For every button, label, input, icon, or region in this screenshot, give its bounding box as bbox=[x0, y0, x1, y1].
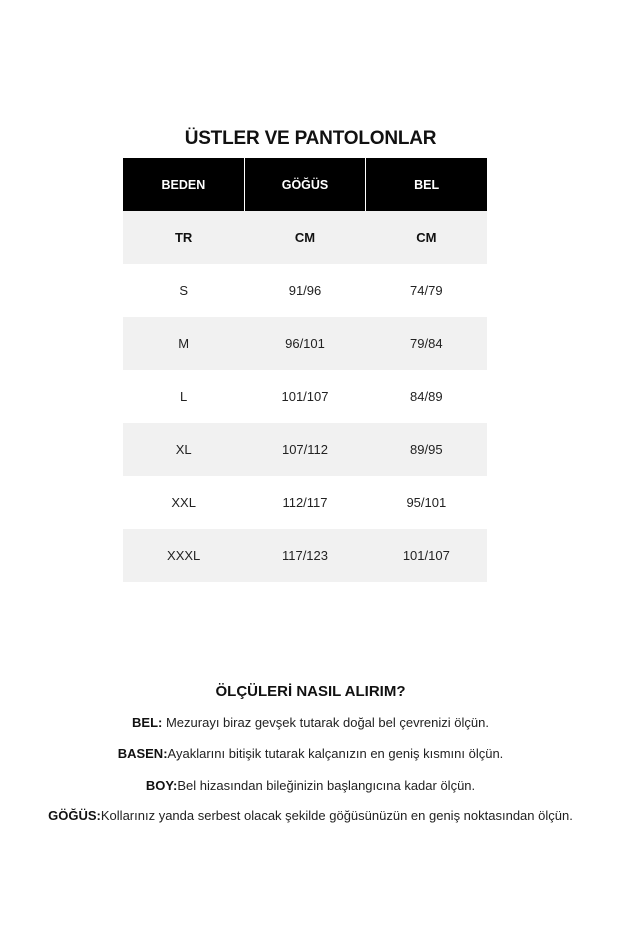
chest-cell: 96/101 bbox=[244, 317, 365, 370]
instruction-text: Kollarınız yanda serbest olacak şekilde göğüsünüzün en geniş noktasından ölçün. bbox=[100, 808, 573, 823]
table-row bbox=[123, 370, 487, 423]
waist-cell: 101/107 bbox=[366, 529, 487, 582]
page-title: ÜSTLER VE PANTOLONLAR bbox=[184, 128, 437, 149]
waist-cell: 84/89 bbox=[410, 389, 443, 404]
instruction-basen bbox=[0, 746, 621, 761]
instruction-boy bbox=[0, 778, 621, 793]
size-cell: XXXL bbox=[123, 529, 244, 582]
instruction-text: Ayaklarını bitişik tutarak kalçanızın en geniş kısmını ölçün. bbox=[167, 746, 504, 761]
unit-bel: CM bbox=[366, 211, 487, 264]
instruction-label: GÖĞÜS: bbox=[48, 808, 101, 823]
unit-gogus: CM bbox=[244, 211, 365, 264]
table-row bbox=[123, 317, 487, 370]
instruction-label: BOY: bbox=[145, 778, 178, 793]
chest-cell: 107/112 bbox=[244, 423, 365, 476]
instruction-gogus bbox=[0, 808, 621, 823]
units-row bbox=[123, 211, 487, 264]
instruction-label: BEL: bbox=[132, 715, 163, 730]
header-gogus: GÖĞÜS bbox=[244, 158, 365, 211]
size-cell: S bbox=[179, 283, 188, 298]
table-row bbox=[123, 264, 487, 317]
waist-cell: 95/101 bbox=[406, 495, 447, 510]
chest-cell: 101/107 bbox=[281, 389, 329, 404]
instruction-bel bbox=[0, 715, 621, 730]
table-row bbox=[123, 529, 487, 582]
table-header-row bbox=[123, 158, 487, 211]
chest-cell: 117/123 bbox=[244, 529, 365, 582]
table-row bbox=[123, 476, 487, 529]
waist-cell: 79/84 bbox=[366, 317, 487, 370]
size-cell: XL bbox=[123, 423, 244, 476]
unit-beden: TR bbox=[123, 211, 244, 264]
chest-cell: 91/96 bbox=[288, 283, 322, 298]
instruction-text: Mezurayı biraz gevşek tutarak doğal bel çevrenizi ölçün. bbox=[162, 715, 489, 730]
header-beden: BEDEN bbox=[123, 158, 244, 211]
header-bel: BEL bbox=[366, 158, 487, 211]
size-cell: L bbox=[180, 389, 188, 404]
size-cell: XXL bbox=[171, 495, 196, 510]
chest-cell: 112/117 bbox=[282, 495, 328, 510]
instruction-label: BASEN: bbox=[117, 746, 168, 761]
how-to-measure-title: ÖLÇÜLERİ NASIL ALIRIM? bbox=[215, 683, 406, 700]
table-row bbox=[123, 423, 487, 476]
size-chart-table bbox=[123, 158, 487, 582]
instruction-text: Bel hizasından bileğinizin başlangıcına kadar ölçün. bbox=[177, 778, 476, 793]
size-cell: M bbox=[123, 317, 244, 370]
waist-cell: 89/95 bbox=[366, 423, 487, 476]
waist-cell: 74/79 bbox=[410, 283, 443, 298]
